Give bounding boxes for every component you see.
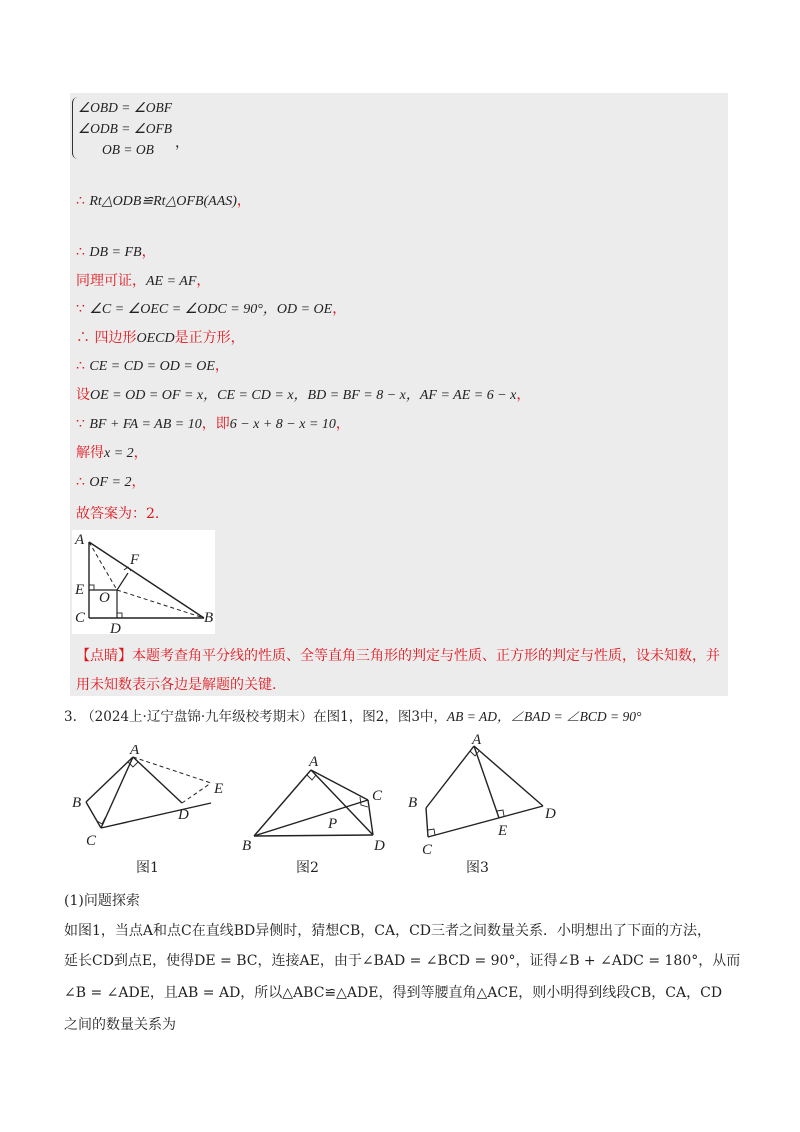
comment-line-2: 用未知数表示各边是解题的关键. [76, 677, 277, 693]
fig3-label-E: E [498, 823, 508, 839]
part1-paragraph-2: 延长CD到点E，使得DE = BC，连接AE，由于∠BAD = ∠BCD = 90°，证得∠B + ∠ADC = 180°，从而 [64, 953, 741, 969]
equation-system [78, 97, 172, 160]
label-C: C [75, 610, 86, 626]
question-header: 3. （2024上·辽宁盘锦·九年级校考期末）在图1，图2，图3中，AB = AD，∠BAD = ∠BCD = 90° [64, 709, 642, 725]
step-answer: 故答案为：2. [76, 506, 160, 522]
fig2-label-C: C [372, 788, 383, 804]
step-equation: ∵ BF + FA = AB = 10，即6 − x + 8 − x = 10， [76, 416, 350, 432]
part1-paragraph-3: ∠B = ∠ADE，且AB = AD，所以△ABC≌△ADE，得到等腰直角△ACE，则小明得到线段CB，CA，CD [64, 985, 723, 1001]
figure-2-caption: 图2 [296, 860, 319, 876]
step-let-x: 设OE = OD = OF = x，CE = CD = x，BD = BF = 8 − x，AF = AE = 6 − x， [76, 387, 531, 403]
label-E: E [75, 582, 85, 598]
fig1-label-B: B [72, 795, 82, 811]
step-ae-af: 同理可证，AE = AF， [76, 273, 211, 289]
solution-diagram [72, 530, 215, 634]
fig3-label-C: C [422, 842, 433, 857]
fig2-label-P: P [328, 816, 338, 832]
fig2-label-A: A [309, 754, 319, 770]
figure-1-caption: 图1 [136, 860, 159, 876]
system-line-2: ∠ODB = ∠OFB [78, 121, 173, 136]
step-db-fb: ∴ DB = FB， [76, 244, 156, 260]
fig1-label-D: D [178, 807, 189, 823]
figure-2 [238, 750, 393, 855]
part1-title: (1)问题探索 [64, 893, 140, 909]
label-D: D [110, 621, 121, 634]
system-line-1: ∠OBD = ∠OBF [78, 100, 173, 115]
step-congruent: ∴ Rt△ODB≌Rt△OFB(AAS)， [76, 193, 251, 209]
step-square: ∴ 四边形OECD是正方形， [76, 330, 245, 346]
fig1-label-E: E [214, 781, 224, 797]
fig2-label-B: B [242, 838, 252, 854]
fig2-label-D: D [374, 838, 385, 854]
step-solve: 解得x = 2， [76, 445, 148, 461]
label-F: F [130, 552, 140, 568]
label-O: O [99, 590, 110, 606]
step-equal-sides: ∴ CE = CD = OD = OE， [76, 358, 229, 374]
figure-3-caption: 图3 [466, 860, 489, 876]
part1-paragraph-4: 之间的数量关系为 [64, 1017, 176, 1033]
fig1-label-C: C [86, 833, 97, 849]
system-comma: ， [175, 135, 189, 151]
part1-paragraph-1: 如图1，当点A和点C在直线BD异侧时，猜想CB，CA，CD三者之间数量关系．小明想出了下面的方法， [64, 923, 711, 939]
step-of: ∴ OF = 2， [76, 474, 146, 490]
fig3-label-A: A [472, 732, 482, 748]
figure-3 [402, 732, 567, 857]
fig3-label-D: D [545, 806, 556, 822]
label-A: A [75, 532, 85, 548]
fig1-label-A: A [130, 745, 140, 758]
step-right-angles: ∵ ∠C = ∠OEC = ∠ODC = 90°，OD = OE， [76, 301, 347, 317]
figure-1 [68, 745, 233, 855]
system-line-3: OB = OB [102, 142, 154, 157]
fig3-label-B: B [408, 795, 418, 811]
label-B: B [204, 610, 214, 626]
comment-line-1: 【点睛】本题考查角平分线的性质、全等直角三角形的判定与性质、正方形的判定与性质，设未知数，并 [76, 648, 720, 664]
